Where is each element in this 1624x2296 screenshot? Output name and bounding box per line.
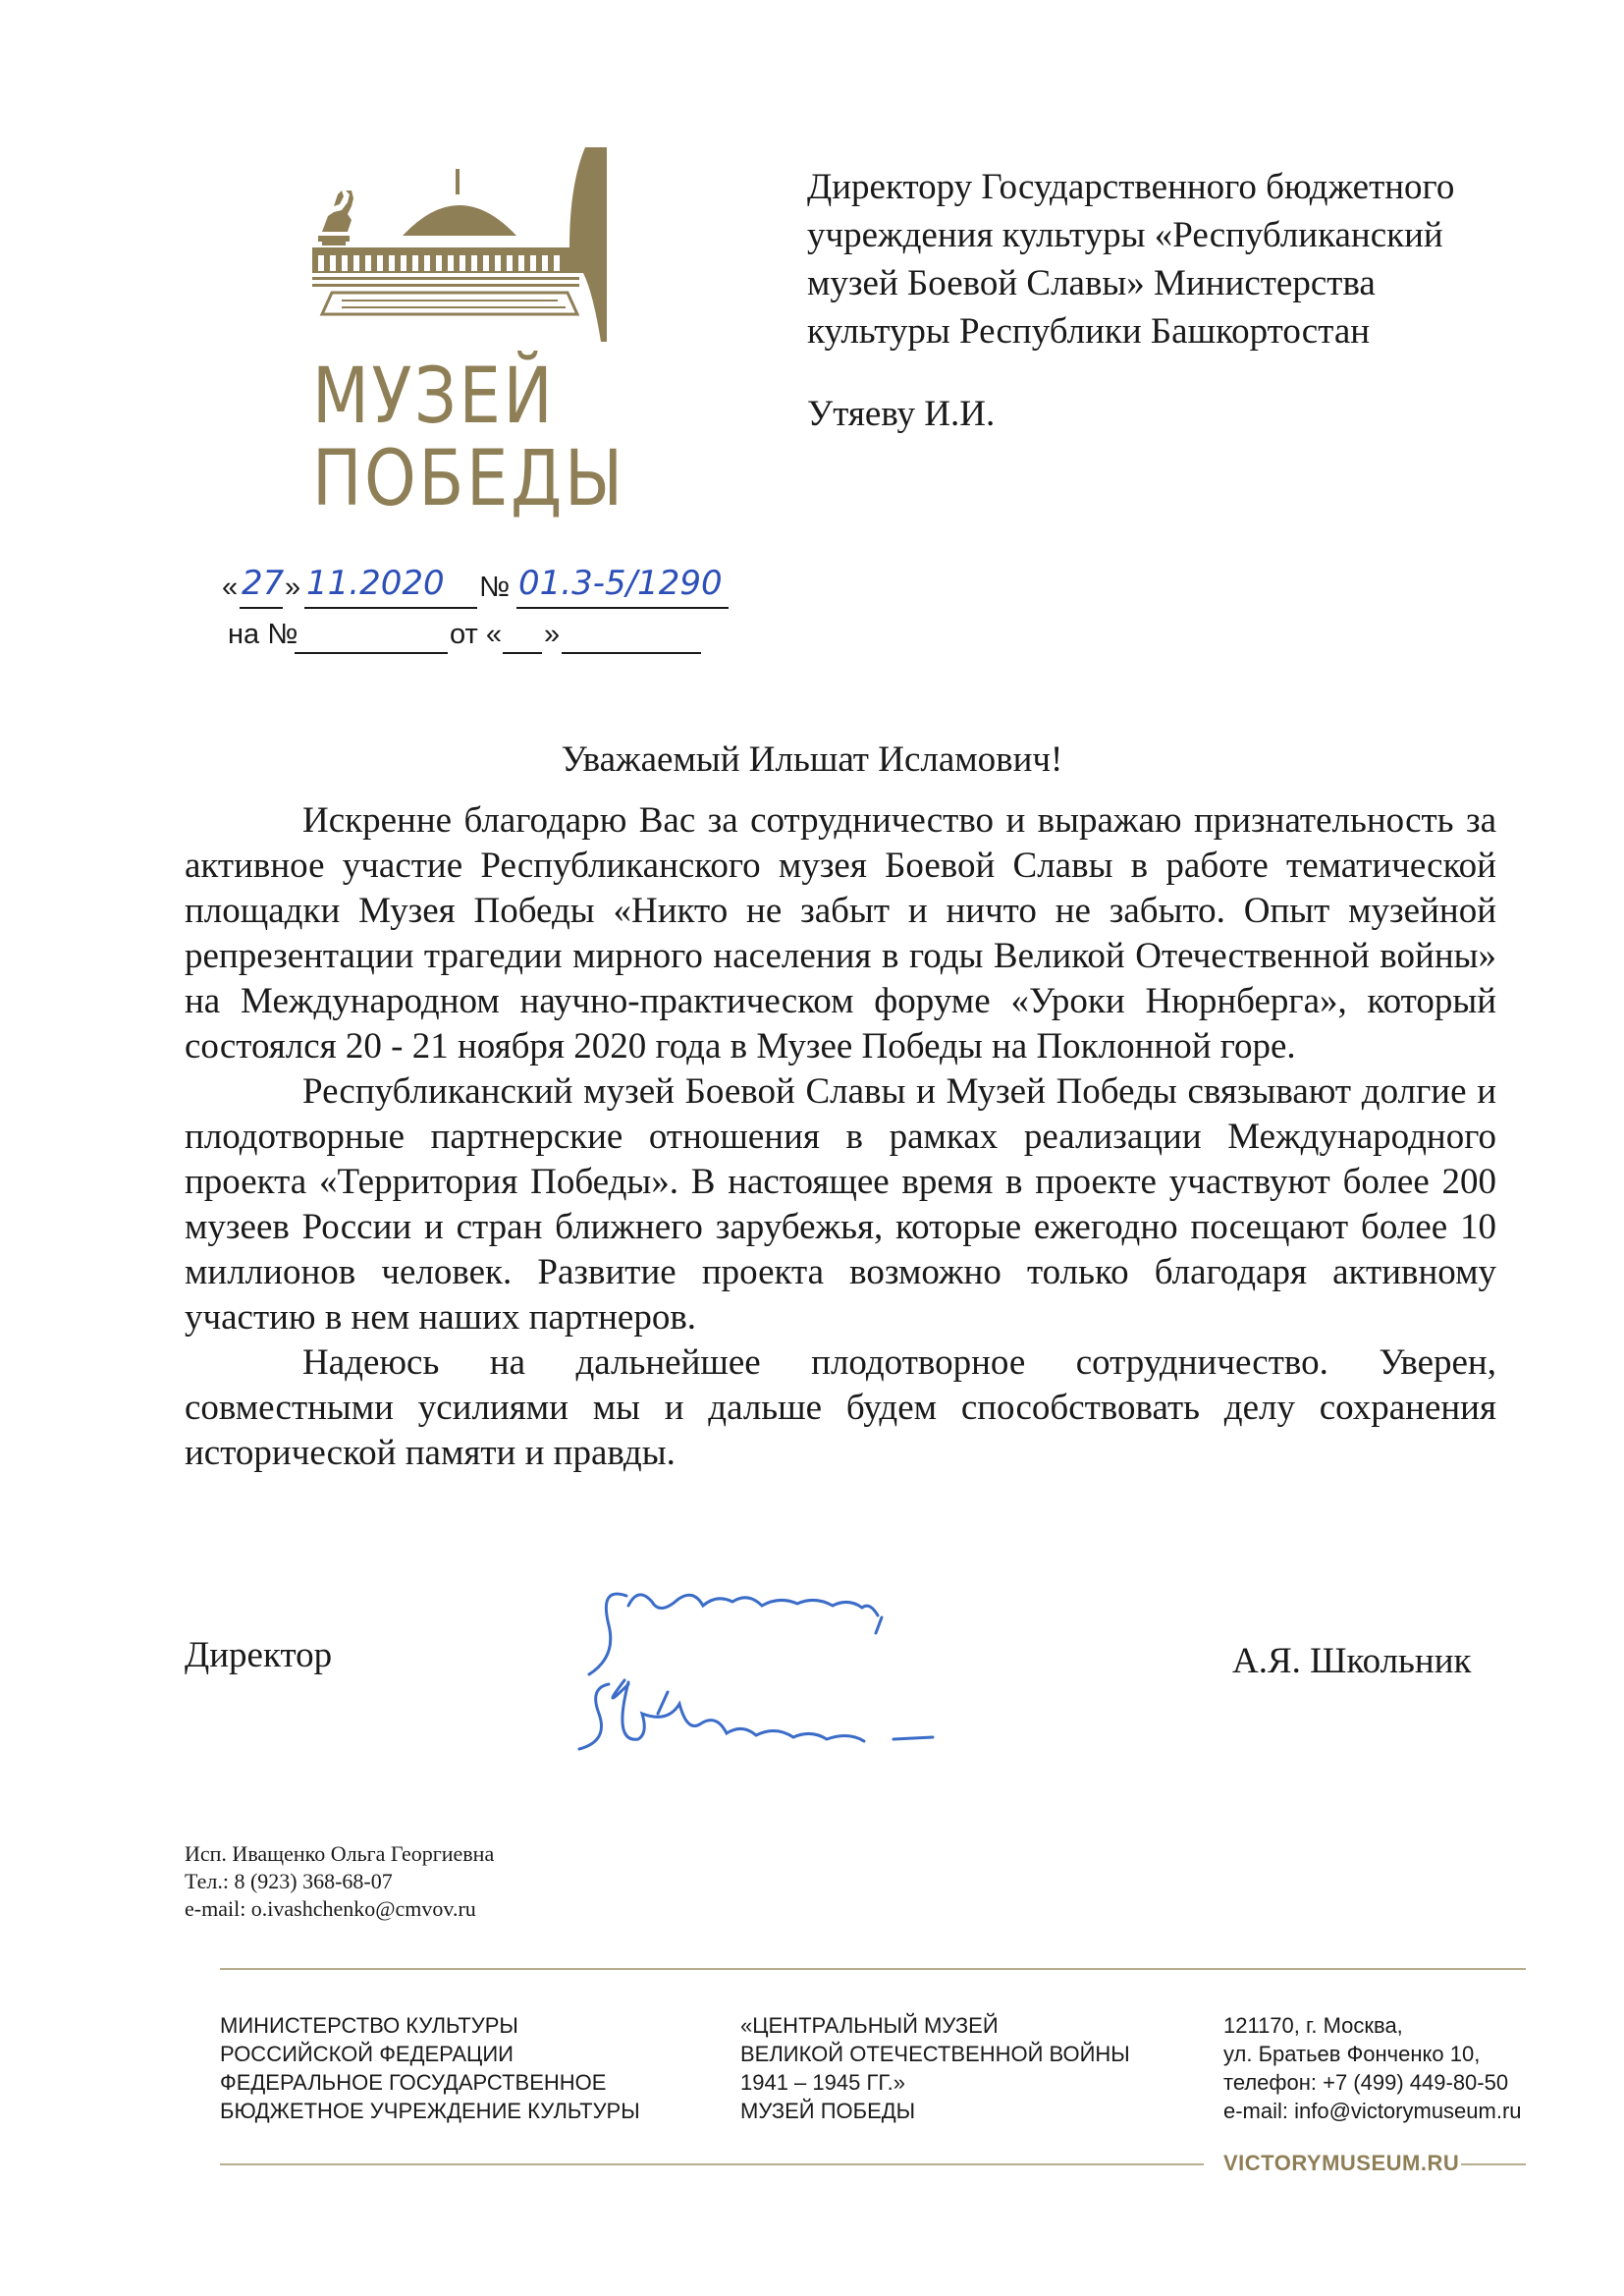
monument-emblem-icon xyxy=(312,145,607,352)
addressee-line: Директору Государственного бюджетного xyxy=(807,167,1455,207)
ref-number-underline xyxy=(295,652,448,654)
ref-date-underline xyxy=(562,652,701,654)
footer-museum-line: 1941 – 1945 ГГ.» xyxy=(740,2070,905,2095)
letter-paragraph: Надеюсь на дальнейшее плодотворное сотрудничество. Уверен, совместными усилиями мы и дальше будем способствовать делу сохранения исторической памяти и правды. xyxy=(185,1342,1496,1473)
footer-museum-line: ВЕЛИКОЙ ОТЕЧЕСТВЕННОЙ ВОЙНЫ xyxy=(740,2042,1130,2066)
salutation: Уважаемый Ильшат Исламович! xyxy=(561,739,1063,780)
logo-word-line1: МУЗЕЙ xyxy=(312,353,556,441)
outgoing-number: 01.3-5/1290 xyxy=(518,564,723,603)
footer-address xyxy=(1223,2011,1522,2125)
registration-block xyxy=(222,564,732,652)
executor-contact xyxy=(185,1840,494,1923)
website-link[interactable]: VICTORYMUSEUM.RU xyxy=(1223,2151,1460,2175)
logo-word-line2: ПОБЕДЫ xyxy=(312,435,625,523)
footer-bottom-rule xyxy=(220,2163,1204,2165)
date-close-quote: » xyxy=(285,572,301,603)
footer-address-line: телефон: +7 (499) 449-80-50 xyxy=(1223,2070,1509,2095)
handwritten-signature xyxy=(569,1566,1080,1773)
museum-logo xyxy=(312,145,625,523)
date-day: 27 xyxy=(242,564,285,603)
footer-ministry-line: РОССИЙСКОЙ ФЕДЕРАЦИИ xyxy=(220,2042,514,2066)
date-month-year: 11.2020 xyxy=(306,564,445,603)
footer-address-line: ул. Братьев Фонченко 10, xyxy=(1223,2042,1481,2066)
number-underline xyxy=(516,607,729,609)
date-day-underline xyxy=(240,607,283,609)
footer-bottom-rule-right xyxy=(1461,2163,1526,2165)
executor-phone: Тел.: 8 (923) 368-68-07 xyxy=(185,1869,393,1893)
executor-email: e-mail: o.ivashchenko@cmvov.ru xyxy=(185,1896,476,1921)
addressee-block xyxy=(807,163,1534,355)
letter-body xyxy=(185,798,1496,1476)
date-open-quote: « xyxy=(222,572,239,603)
ref-day-underline xyxy=(503,652,542,654)
footer-museum xyxy=(740,2011,1130,2125)
date-month-underline xyxy=(304,607,477,609)
footer-museum-line: «ЦЕНТРАЛЬНЫЙ МУЗЕЙ xyxy=(740,2013,999,2038)
footer-ministry-line: МИНИСТЕРСТВО КУЛЬТУРЫ xyxy=(220,2013,518,2038)
addressee-line: музей Боевой Славы» Министерства xyxy=(807,263,1376,303)
ref-from-close: » xyxy=(544,619,561,650)
executor-name: Исп. Иващенко Ольга Георгиевна xyxy=(185,1841,495,1866)
footer-museum-line: МУЗЕЙ ПОБЕДЫ xyxy=(740,2099,916,2123)
addressee-line: учреждения культуры «Республиканский xyxy=(807,215,1443,255)
letter-paragraph: Искренне благодарю Вас за сотрудничество и выражаю признательность за активное участие Республиканского музея Боевой Славы в работе тематической площадки Музея Победы «Никто не забыт и ничто не забыто. Опыт музейной репрезентации трагедии мирного населения в годы Великой Отечественной войны» на Международном научно-практическом форуме «Уроки Нюрнберга», который состоялся 20 - 21 ноября 2020 года в Музее Победы на Поклонной горе. xyxy=(185,800,1496,1066)
signatory-name: А.Я. Школьник xyxy=(1232,1641,1472,1681)
footer-address-line: 121170, г. Москва, xyxy=(1223,2013,1403,2038)
footer-top-rule xyxy=(220,1968,1526,1970)
number-label: № xyxy=(479,572,511,603)
ref-number-label: на № xyxy=(228,619,298,650)
footer-ministry-line: ФЕДЕРАЛЬНОЕ ГОСУДАРСТВЕННОЕ xyxy=(220,2070,607,2095)
footer-address-line: e-mail: info@victorymuseum.ru xyxy=(1223,2099,1522,2123)
ref-from-label: от « xyxy=(450,619,502,650)
footer-ministry xyxy=(220,2011,640,2125)
signatory-role: Директор xyxy=(185,1635,333,1675)
footer-ministry-line: БЮДЖЕТНОЕ УЧРЕЖДЕНИЕ КУЛЬТУРЫ xyxy=(220,2099,640,2123)
letter-paragraph: Республиканский музей Боевой Славы и Музей Победы связывают долгие и плодотворные партнерские отношения в рамках реализации Международного проекта «Территория Победы». В настоящее время в проекте участвуют более 200 музеев России и стран ближнего зарубежья, которые ежегодно посещают более 10 миллионов человек. Развитие проекта возможно только благодаря активному участию в нем наших партнеров. xyxy=(185,1071,1496,1338)
addressee-line: культуры Республики Башкортостан xyxy=(807,311,1371,352)
addressee-name: Утяеву И.И. xyxy=(807,394,996,434)
